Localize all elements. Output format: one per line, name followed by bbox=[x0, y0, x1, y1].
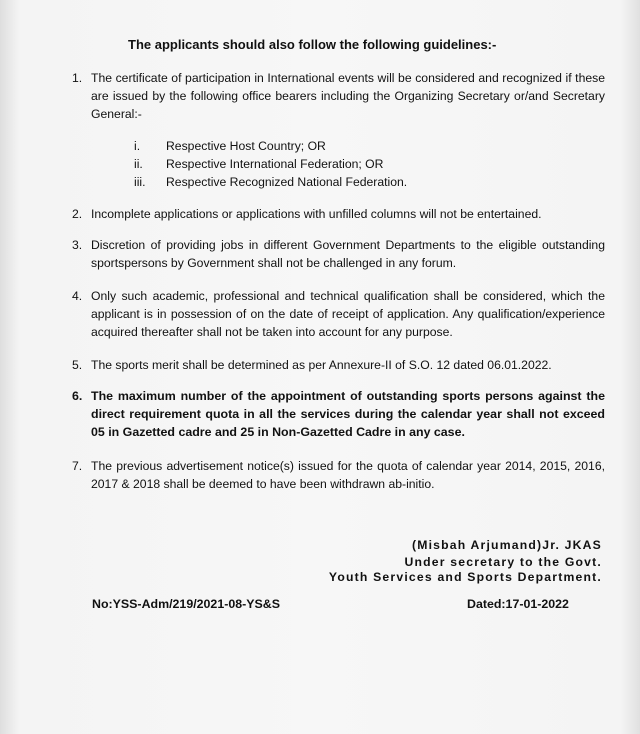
item-number: 6. bbox=[72, 389, 83, 403]
signatory-name: (Misbah Arjumand)Jr. JKAS bbox=[411, 538, 602, 552]
guideline-item-3 bbox=[72, 236, 605, 272]
guideline-item-6 bbox=[72, 387, 605, 441]
sub-item-1 bbox=[134, 137, 326, 155]
sub-item-number: ii. bbox=[134, 157, 143, 171]
sub-item-text: Respective Host Country; OR bbox=[166, 139, 326, 153]
item-text: The maximum number of the appointment of outstanding sports persons against the direct requirement quota in all the services during the calendar year shall not exceed 05 in Gazetted cadre and 25 in Non-Gazetted Cadre in any case. bbox=[91, 389, 605, 439]
item-text: The sports merit shall be determined as per Annexure-II of S.O. 12 dated 06.01.2022. bbox=[91, 358, 552, 372]
guidelines-heading: The applicants should also follow the following guidelines:- bbox=[128, 37, 497, 52]
item-number: 7. bbox=[72, 459, 83, 473]
item-text: Discretion of providing jobs in different Government Departments to the eligible outstanding sportspersons by Government shall not be challenged in any forum. bbox=[91, 238, 605, 270]
guideline-item-5 bbox=[72, 356, 605, 374]
item-number: 3. bbox=[72, 238, 83, 252]
item-text: Incomplete applications or applications with unfilled columns will not be entertained. bbox=[91, 207, 542, 221]
item-number: 2. bbox=[72, 207, 83, 221]
issue-date: Dated:17-01-2022 bbox=[467, 597, 569, 611]
sub-item-3 bbox=[134, 173, 408, 191]
item-number: 1. bbox=[72, 71, 83, 85]
guideline-item-1 bbox=[72, 69, 605, 123]
sub-item-text: Respective International Federation; OR bbox=[166, 157, 384, 171]
guideline-item-2 bbox=[72, 205, 605, 223]
item-text: The certificate of participation in International events will be considered and recognized if these are issued by the following office bearers including the Organizing Secretary or/and Secretary General:- bbox=[91, 71, 605, 121]
item-number: 5. bbox=[72, 358, 83, 372]
signatory-designation: Under secretary to the Govt. bbox=[404, 555, 602, 569]
item-text: The previous advertisement notice(s) issued for the quota of calendar year 2014, 2015, 2016, 2017 & 2018 shall be deemed to have been withdrawn ab-initio. bbox=[91, 459, 605, 491]
signatory-department: Youth Services and Sports Department. bbox=[328, 570, 602, 584]
sub-item-number: iii. bbox=[134, 175, 146, 189]
sub-item-number: i. bbox=[134, 139, 141, 153]
sub-item-text: Respective Recognized National Federation. bbox=[166, 175, 408, 189]
guideline-item-7 bbox=[72, 457, 605, 493]
item-number: 4. bbox=[72, 289, 83, 303]
sub-item-2 bbox=[134, 155, 384, 173]
guideline-item-4 bbox=[72, 287, 605, 341]
item-text: Only such academic, professional and technical qualification shall be considered, which the applicant is in possession of on the date of receipt of application. Any qualification/experience acquired thereafter shall not be taken into account for any purpose. bbox=[91, 289, 605, 339]
reference-number: No:YSS-Adm/219/2021-08-YS&S bbox=[92, 597, 280, 611]
